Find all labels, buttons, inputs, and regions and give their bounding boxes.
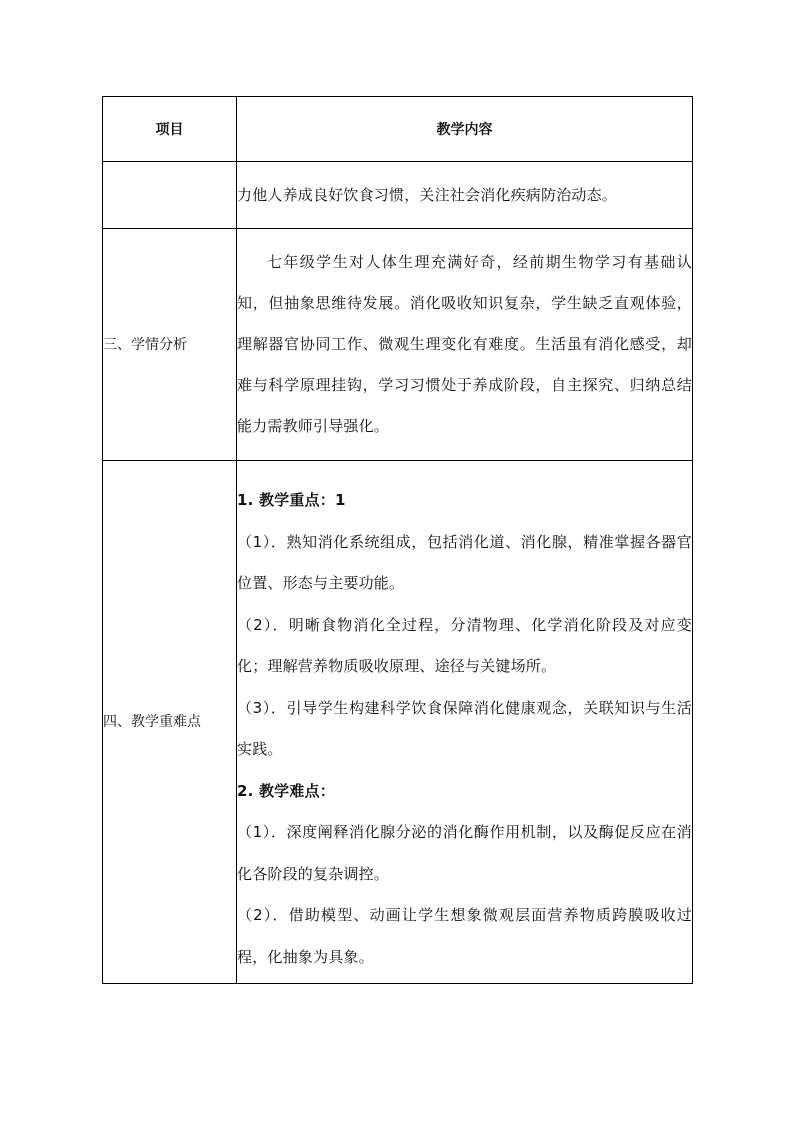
continuation-text: 力他人养成良好饮食习惯，关注社会消化疾病防治动态。 (237, 185, 618, 204)
table-row (103, 461, 693, 984)
key-points-heading: 1. 教学重点：1 (237, 491, 346, 509)
row-label-student-analysis: 三、学情分析 (103, 229, 237, 461)
lesson-plan-table (102, 96, 693, 984)
row-content-continuation (237, 162, 693, 229)
column-header-content: 教学内容 (237, 97, 693, 162)
difficult-point-item: （2）．借助模型、动画让学生想象微观层面营养物质跨膜吸收过程，化抽象为具象。 (237, 906, 692, 966)
table-header-row (103, 97, 693, 162)
row-label-key-points: 四、教学重难点 (103, 461, 237, 984)
table-row (103, 162, 693, 229)
difficult-point-item: （1）．深度阐释消化腺分泌的消化酶作用机制，以及酶促反应在消化各阶段的复杂调控。 (237, 823, 692, 883)
row-content-student-analysis (237, 229, 693, 461)
row-content-key-points (237, 461, 693, 984)
student-analysis-text: 七年级学生对人体生理充满好奇，经前期生物学习有基础认知，但抽象思维待发展。消化吸收知识复杂，学生缺乏直观体验，理解器官协同工作、微观生理变化有难度。生活虽有消化感受，却难与科学原理挂钩，学习习惯处于养成阶段，自主探究、归纳总结能力需教师引导强化。 (237, 253, 692, 435)
key-point-item: （2）．明晰食物消化全过程，分清物理、化学消化阶段及对应变化；理解营养物质吸收原理、途径与关键场所。 (237, 615, 692, 675)
key-point-item: （3）．引导学生构建科学饮食保障消化健康观念，关联知识与生活实践。 (237, 698, 692, 758)
column-header-item: 项目 (103, 97, 237, 162)
key-point-item: （1）．熟知消化系统组成，包括消化道、消化腺，精准掌握各器官位置、形态与主要功能。 (237, 532, 692, 592)
difficult-points-heading: 2. 教学难点： (237, 781, 335, 800)
key-points-block (237, 466, 692, 978)
row-label-empty (103, 162, 237, 229)
table-row (103, 229, 693, 461)
